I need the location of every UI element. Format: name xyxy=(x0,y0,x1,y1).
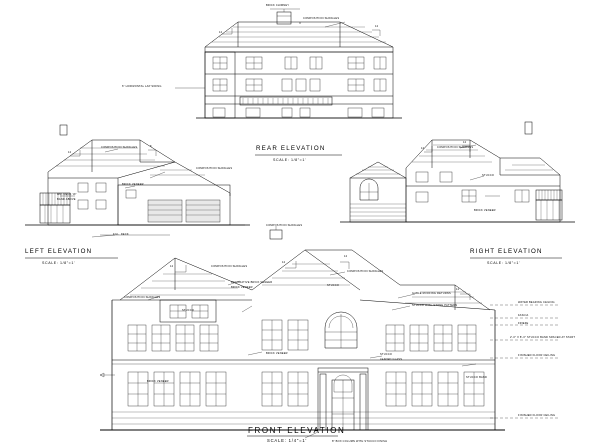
left-pitch-label-a: 12 xyxy=(68,151,72,154)
front-marker-water-bearing-ceiling: WATER BEARING CEILING xyxy=(518,301,555,304)
front-annotation-composition-shingles-gable: COMPOSITION SHINGLES xyxy=(124,296,161,299)
front-pitch-label-a: 12 xyxy=(170,265,174,268)
front-marker-fascia: FASCIA xyxy=(518,314,529,317)
left-elevation-drawing xyxy=(25,125,250,258)
right-elevation-drawing xyxy=(340,122,575,258)
front-annotation-vent-cap: COMPOSITION SHINGLES xyxy=(266,224,303,227)
right-annotation-brick-veneer: BRICK VENEER xyxy=(474,209,496,212)
left-elevation-scale: SCALE: 1/8"=1' xyxy=(42,261,76,265)
rear-pitch-label-right: 12 xyxy=(375,25,379,28)
left-annotation-brick-veneer: BRICK VENEER xyxy=(122,183,144,186)
rear-elevation-scale: SCALE: 1/8"=1' xyxy=(273,158,307,162)
right-elevation-title: RIGHT ELEVATION xyxy=(470,248,543,255)
front-annotation-stucco-stone-pattern: STUCCO WITH STONE PATTERN xyxy=(412,304,458,307)
rear-annotation-brick-chimney: BRICK CHIMNEY xyxy=(266,4,290,7)
front-marker-finished-floor-ceiling-upper: FINISHED FLOOR CEILING xyxy=(518,354,556,357)
front-pitch-label-b: 12 xyxy=(282,261,286,264)
rear-elevation-title: REAR ELEVATION xyxy=(256,145,326,152)
front-elevation-title: FRONT ELEVATION xyxy=(248,426,346,435)
front-annotation-gable-returns: GABLE ROOFING RETURNS xyxy=(412,292,451,295)
left-annotation-composition-shingles-lower: COMPOSITION SHINGLES xyxy=(196,167,233,170)
rear-pitch-label-left: 12 xyxy=(219,31,223,34)
left-annotation-band-above: BAND ABOVE xyxy=(57,198,76,201)
right-annotation-composition-shingles: COMPOSITION SHINGLES xyxy=(437,146,474,149)
front-annotation-composition-shingles-right: COMPOSITION SHINGLES xyxy=(347,270,384,273)
right-annotation-stucco: STUCCO xyxy=(482,174,495,177)
front-annotation-brick-veneer-center: BRICK VENEER xyxy=(266,352,288,355)
front-marker-stucco-band-spacing: 2'-0" X 8'-0" STUCCO BAND SPACED AT START xyxy=(510,336,576,339)
right-pitch-label-b: 12 xyxy=(463,141,467,144)
front-elevation-scale: SCALE: 1/4"=1' xyxy=(267,438,308,443)
front-annotation-stucco-right: STUCCO xyxy=(380,353,393,356)
left-annotation-wd-deck: WD. DECK 'W' xyxy=(57,193,77,196)
front-annotation-box-column: 8" BOX COLUMN WITH STUCCO FINISH xyxy=(332,440,388,443)
left-annotation-composition-shingles-upper: COMPOSITION SHINGLES xyxy=(101,146,138,149)
front-annotation-decorative-brick: DECORATIVE BRICK VENEER xyxy=(231,281,273,284)
left-pitch-label-b: 8 xyxy=(150,145,152,148)
front-annotation-stucco-band: STUCCO BAND xyxy=(466,376,488,379)
front-annotation-brick-veneer-left: BRICK VENEER xyxy=(147,380,169,383)
rear-annotation-lap-siding: 6" HORIZONTAL LAP SIDING xyxy=(122,85,162,88)
right-pitch-label-a: 12 xyxy=(421,147,425,150)
front-annotation-decorative-brick-2: BRICK VENEER xyxy=(231,286,253,289)
left-annotation-fill-deck: FILL. DECK xyxy=(113,233,129,236)
front-marker-finished-floor-ceiling-lower: FINISHED FLOOR CEILING xyxy=(518,414,556,417)
front-annotation-stucco-center: STUCCO xyxy=(327,284,340,287)
front-pitch-label-c: 12 xyxy=(344,255,348,258)
front-pitch-label-d: 12 xyxy=(456,288,460,291)
front-annotation-stucco-left-gable: STUCCO xyxy=(182,309,195,312)
left-elevation-title: LEFT ELEVATION xyxy=(25,248,93,255)
front-marker-frieze: FRIEZE xyxy=(518,322,529,325)
rear-elevation-drawing xyxy=(175,9,402,155)
front-annotation-leaded-glass: LEADED GLASS xyxy=(380,358,403,361)
right-elevation-scale: SCALE: 1/8"=1' xyxy=(487,261,521,265)
rear-annotation-composition-shingles: COMPOSITION SHINGLES xyxy=(303,17,340,20)
front-annotation-composition-shingles-left: COMPOSITION SHINGLES xyxy=(211,265,248,268)
